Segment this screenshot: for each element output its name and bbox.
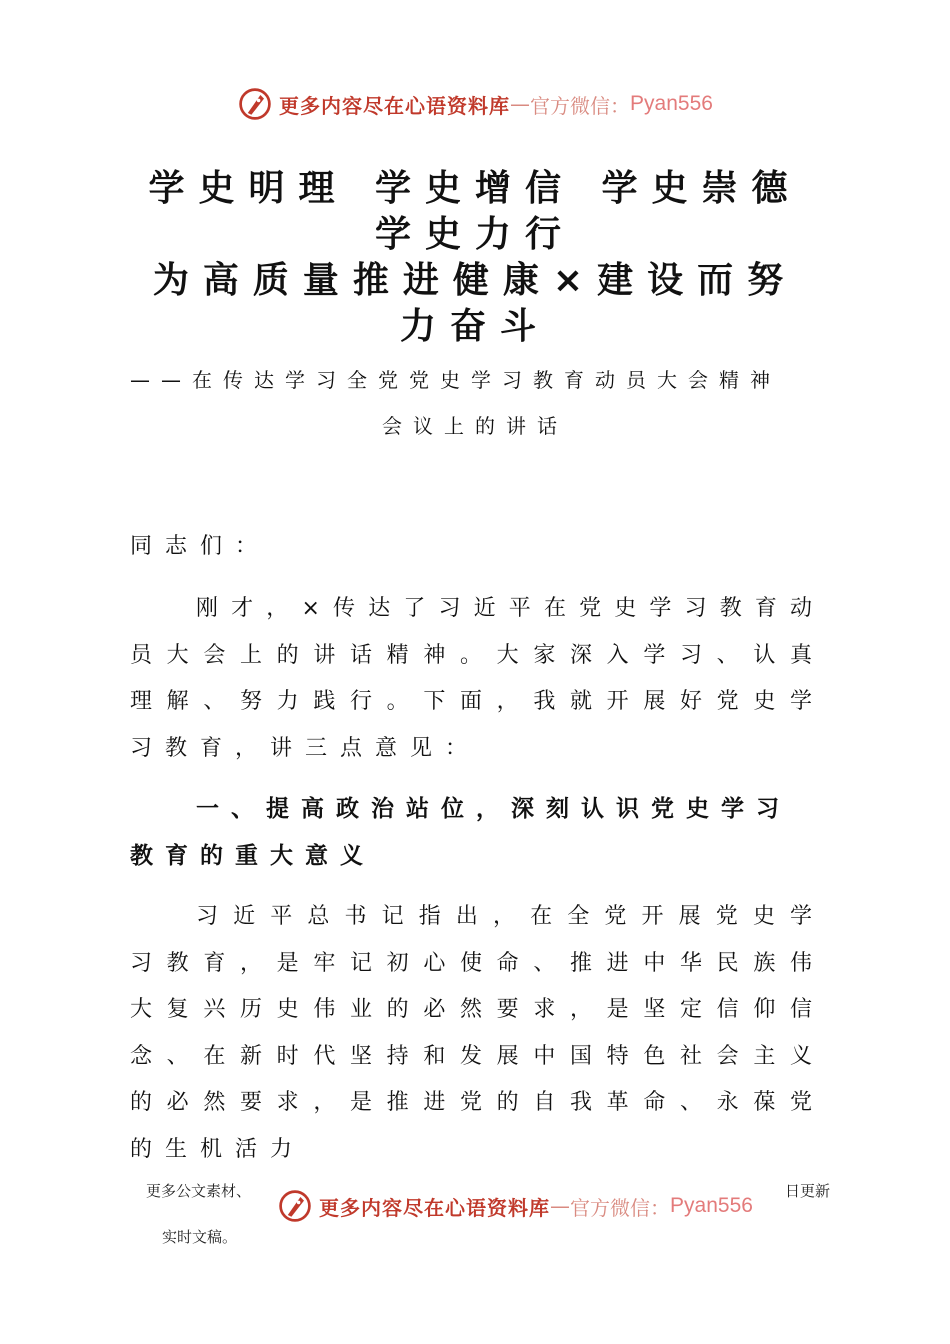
section-1-paragraph: 习近平总书记指出，在全党开展党史学习教育，是牢记初心使命、推进中华民族伟大复兴历史伟业的必然要求，是坚定信仰信念、在新时代坚持和发展中国特色社会主义的必然要求，是推进党的自我革命、永葆党的生机活力 bbox=[130, 904, 825, 1162]
footer-right-text: 日更新 bbox=[785, 1182, 831, 1200]
title-line-1: 学史明理 学史增信 学史崇德 bbox=[148, 168, 802, 209]
title-line-4: 力奋斗 bbox=[399, 306, 550, 347]
banner-wechat-label: 官方微信： bbox=[570, 1195, 671, 1220]
banner-brand-text: 更多内容尽在心语资料库 bbox=[319, 1195, 551, 1220]
subtitle-line-1: ——在传达学习全党党史学习教育动员大会精神 bbox=[130, 368, 781, 392]
section-1-heading: 一、提高政治站位，深刻认识党史学习教育的重大意义 bbox=[130, 796, 791, 869]
intro-paragraph: 刚才，×传达了习近平在党史学习教育动员大会上的讲话精神。大家深入学习、认真理解、努力践行。下面，我就开展好党史学习教育，讲三点意见： bbox=[130, 596, 825, 761]
footer-line-2: 实时文稿。 bbox=[162, 1228, 238, 1246]
banner-wechat-label: 官方微信： bbox=[530, 93, 631, 118]
banner-wechat-id: Pyan556 bbox=[670, 1194, 753, 1217]
title-line-3: 为高质量推进健康×建设而努 bbox=[152, 260, 798, 301]
header-watermark-banner bbox=[0, 84, 950, 124]
pen-nib-circle-icon bbox=[237, 86, 273, 122]
footer-left-text: 更多公文素材、 bbox=[146, 1182, 252, 1200]
banner-wechat-id: Pyan556 bbox=[630, 92, 713, 115]
banner-separator: — bbox=[550, 1194, 571, 1218]
title-line-2: 学史力行 bbox=[374, 214, 575, 255]
salutation: 同志们： bbox=[130, 534, 271, 559]
subtitle-line-2: 会议上的讲话 bbox=[382, 414, 568, 438]
footer-watermark-banner bbox=[40, 1186, 950, 1226]
banner-separator: — bbox=[510, 92, 531, 116]
pen-nib-circle-icon bbox=[277, 1188, 313, 1224]
banner-brand-text: 更多内容尽在心语资料库 bbox=[279, 93, 511, 118]
